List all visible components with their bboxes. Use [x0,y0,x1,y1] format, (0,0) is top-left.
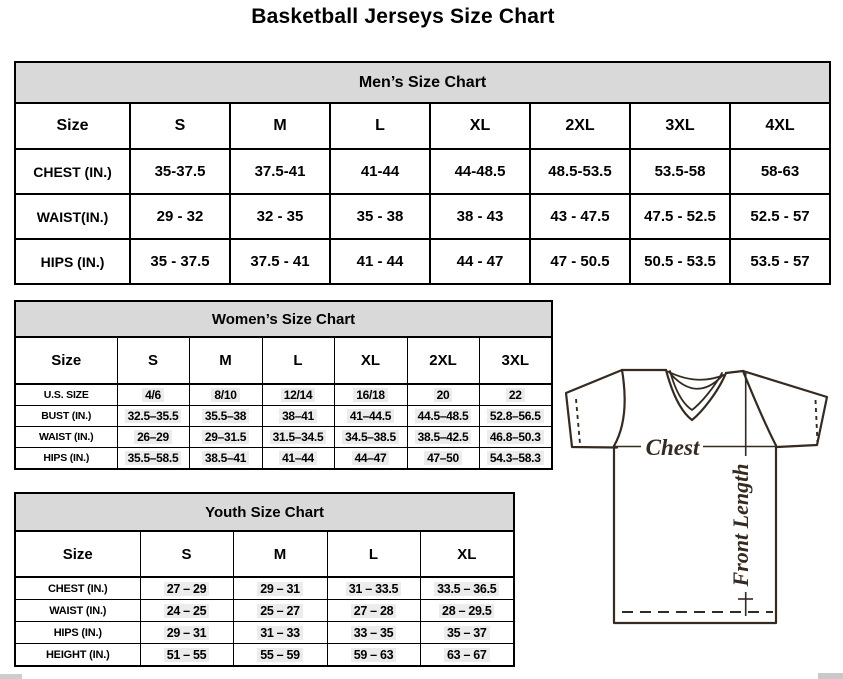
cell-value: 8/10 [211,388,239,402]
womens-cell [262,406,334,427]
cell-value: 26–29 [134,430,172,444]
womens-cell [262,427,334,448]
table-row [15,644,514,667]
youth-cell [327,600,420,622]
womens-cell [334,427,407,448]
youth-cell [233,644,327,667]
womens-row-label: BUST (IN.) [15,406,117,427]
mens-cell: 44-48.5 [430,149,530,194]
youth-row-label: WAIST (IN.) [15,600,140,622]
mens-cell: 35 - 37.5 [130,239,230,284]
mens-cell: 43 - 47.5 [530,194,630,239]
mens-row-label: HIPS (IN.) [15,239,130,284]
cell-value: 63 – 67 [444,648,490,662]
womens-cell [479,427,552,448]
mens-row-label: WAIST(IN.) [15,194,130,239]
cell-value: 35.5–58.5 [125,451,182,465]
table-row [15,427,552,448]
womens-cell [334,406,407,427]
womens-cell [262,448,334,470]
cell-value: 20 [434,388,453,402]
womens-cell [407,406,479,427]
cell-value: 46.8–50.3 [487,430,544,444]
mens-table-title: Men’s Size Chart [15,62,830,103]
cell-value: 29–31.5 [202,430,249,444]
cell-value: 44–47 [352,451,390,465]
youth-size-chart-table [14,492,515,667]
mens-cell: 35 - 38 [330,194,430,239]
womens-cell [407,448,479,470]
mens-col-header: 2XL [530,103,630,149]
h-scrollbar-left-button[interactable] [0,674,22,679]
womens-col-header: S [117,337,189,384]
cell-value: 24 – 25 [164,604,210,618]
youth-cell [327,577,420,600]
womens-cell [407,384,479,406]
womens-cell [334,448,407,470]
cell-value: 25 – 27 [257,604,303,618]
mens-cell: 48.5-53.5 [530,149,630,194]
table-row [15,239,830,284]
womens-cell [117,406,189,427]
mens-cell: 41-44 [330,149,430,194]
mens-header-row [15,103,830,149]
cell-value: 34.5–38.5 [342,430,399,444]
table-row [15,600,514,622]
cell-value: 27 – 28 [351,604,397,618]
cell-value: 33.5 – 36.5 [434,582,499,596]
mens-cell: 47.5 - 52.5 [630,194,730,239]
mens-cell: 29 - 32 [130,194,230,239]
youth-cell [233,600,327,622]
mens-cell: 37.5-41 [230,149,330,194]
cell-value: 33 – 35 [351,626,397,640]
mens-col-header: 4XL [730,103,830,149]
cell-value: 28 – 29.5 [439,604,494,618]
womens-header-row [15,337,552,384]
youth-row-label: HIPS (IN.) [15,622,140,644]
youth-cell [327,622,420,644]
youth-cell [420,600,514,622]
mens-cell: 53.5-58 [630,149,730,194]
mens-cell: 52.5 - 57 [730,194,830,239]
youth-col-header: XL [420,531,514,577]
womens-cell [479,384,552,406]
mens-cell: 50.5 - 53.5 [630,239,730,284]
cell-value: 38–41 [279,409,317,423]
womens-row-label: HIPS (IN.) [15,448,117,470]
mens-cell: 35-37.5 [130,149,230,194]
youth-header-row [15,531,514,577]
mens-cell: 32 - 35 [230,194,330,239]
cell-value: 38.5–42.5 [415,430,472,444]
youth-cell [140,644,233,667]
cell-value: 47–50 [424,451,462,465]
table-row [15,384,552,406]
mens-col-header: Size [15,103,130,149]
cell-value: 35 – 37 [444,626,490,640]
cell-value: 52.8–56.5 [487,409,544,423]
womens-col-header: 3XL [479,337,552,384]
youth-col-header: M [233,531,327,577]
womens-cell [117,448,189,470]
cell-value: 22 [506,388,525,402]
mens-cell: 58-63 [730,149,830,194]
jersey-stitch-lines [576,399,818,612]
womens-cell [407,427,479,448]
womens-size-chart-table [14,300,553,470]
cell-value: 55 – 59 [257,648,303,662]
youth-cell [140,577,233,600]
womens-cell [189,384,262,406]
cell-value: 59 – 63 [351,648,397,662]
cell-value: 4/6 [142,388,164,402]
cell-value: 31.5–34.5 [270,430,327,444]
youth-cell [140,622,233,644]
youth-cell [233,622,327,644]
womens-cell [479,448,552,470]
womens-col-header: 2XL [407,337,479,384]
youth-table-title: Youth Size Chart [15,493,514,531]
mens-row-label: CHEST (IN.) [15,149,130,194]
womens-row-label: WAIST (IN.) [15,427,117,448]
mens-cell: 37.5 - 41 [230,239,330,284]
youth-row-label: CHEST (IN.) [15,577,140,600]
table-row [15,406,552,427]
womens-col-header: L [262,337,334,384]
cell-value: 27 – 29 [164,582,210,596]
mens-col-header: 3XL [630,103,730,149]
table-row [15,577,514,600]
h-scrollbar-right-button[interactable] [818,673,843,679]
womens-row-label: U.S. SIZE [15,384,117,406]
cell-value: 35.5–38 [202,409,249,423]
mens-col-header: M [230,103,330,149]
womens-cell [262,384,334,406]
youth-cell [420,577,514,600]
youth-cell [327,644,420,667]
mens-col-header: S [130,103,230,149]
womens-table-title: Women’s Size Chart [15,301,552,337]
jersey-outline [566,370,827,623]
cell-value: 29 – 31 [257,582,303,596]
mens-cell: 44 - 47 [430,239,530,284]
womens-col-header: XL [334,337,407,384]
cell-value: 31 – 33.5 [346,582,401,596]
youth-cell [420,622,514,644]
youth-cell [233,577,327,600]
mens-cell: 41 - 44 [330,239,430,284]
cell-value: 12/14 [281,388,316,402]
jersey-measurement-diagram [550,360,843,670]
youth-col-header: S [140,531,233,577]
cell-value: 54.3–58.3 [487,451,544,465]
cell-value: 38.5–41 [202,451,249,465]
womens-cell [117,384,189,406]
table-row [15,149,830,194]
womens-col-header: Size [15,337,117,384]
front-length-measure-label: Front Length [728,463,753,587]
womens-cell [334,384,407,406]
table-row [15,194,830,239]
mens-cell: 47 - 50.5 [530,239,630,284]
youth-row-label: HEIGHT (IN.) [15,644,140,667]
page-title: Basketball Jerseys Size Chart [251,5,555,28]
womens-cell [189,406,262,427]
womens-cell [189,448,262,470]
mens-size-chart-table [14,61,831,285]
cell-value: 51 – 55 [164,648,210,662]
mens-cell: 38 - 43 [430,194,530,239]
womens-cell [189,427,262,448]
chest-measure-label: Chest [645,435,700,460]
cell-value: 41–44 [279,451,317,465]
cell-value: 31 – 33 [257,626,303,640]
youth-col-header: L [327,531,420,577]
womens-cell [479,406,552,427]
womens-col-header: M [189,337,262,384]
cell-value: 44.5–48.5 [415,409,472,423]
womens-cell [117,427,189,448]
cell-value: 16/18 [353,388,388,402]
mens-col-header: L [330,103,430,149]
mens-col-header: XL [430,103,530,149]
table-row [15,448,552,470]
youth-cell [420,644,514,667]
table-row [15,622,514,644]
mens-cell: 53.5 - 57 [730,239,830,284]
youth-cell [140,600,233,622]
cell-value: 29 – 31 [164,626,210,640]
cell-value: 41–44.5 [347,409,394,423]
cell-value: 32.5–35.5 [125,409,182,423]
youth-col-header: Size [15,531,140,577]
